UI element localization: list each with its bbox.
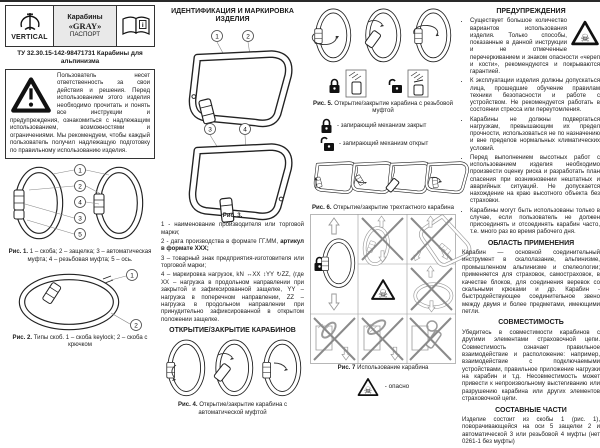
marking-item-1: 1 - наименование производителя или торговой марки; (161, 222, 304, 236)
callout-4: 4 (78, 199, 82, 207)
warnings-list (462, 18, 600, 236)
figure-7 (310, 214, 456, 364)
figure-4 (161, 337, 304, 401)
user-warning-box (5, 69, 155, 159)
carabiner-parts-diagram (7, 160, 153, 248)
callout-4: 4 (242, 126, 247, 134)
figure-3a (161, 27, 304, 119)
column-2 (161, 5, 304, 448)
figure-2 (5, 266, 155, 334)
product-name: «GRAY» (68, 21, 102, 31)
vertical-logo-icon (17, 11, 43, 33)
figure-2-caption: Рис. 2. Типы скоб. 1 – скоба keylock; 2 – скоба с крючком (12, 335, 148, 349)
svg-text:☠: • ☠ (580, 33, 590, 45)
lock-open-icon (320, 136, 335, 152)
figure-3-label: Рис. 3. (222, 212, 243, 219)
warning-triangle-icon (10, 75, 52, 115)
warning-item: • Карабины не должны подвергаться нагрузкам, превышающим их предел прочности, использоваться не по назначению и вне пределов нормальных климатических условий. (470, 117, 600, 153)
figure-5 (310, 6, 456, 100)
warning-item: • Карабины могут быть использованы только в случае, если пользователь не должен присоединять и отсоединять карабин часто, т.е. много раз во время рабочего дня. (470, 208, 600, 237)
carabiner-usage-diagram (310, 214, 456, 364)
danger-legend: - опасно (310, 377, 456, 397)
column-1 (5, 5, 155, 448)
compatibility-heading: СОВМЕСТИМОСТЬ (498, 319, 564, 327)
warning-item: • Перед выполнением высотных работ с использованием изделия необходимо произвести оценку риска и разработать план спасения при возникновении нештатных и аварийных ситуаций. Не допускается нахождение на краю высотного объекта без страховки. (470, 155, 600, 206)
manual-cell (117, 6, 154, 46)
figure-6-caption: Рис. 6. Открытие/закрытие трехтактного карабина (311, 204, 454, 211)
d-carabiner-marking-diagram-1 (162, 27, 304, 119)
lock-closed-icon (320, 118, 333, 134)
figure-5-caption: Рис. 5. Открытие/закрытие карабина с резьбовой муфтой (313, 101, 453, 115)
callout-3: 3 (207, 126, 212, 134)
callout-hook: 2 (134, 322, 138, 330)
warnings-heading: ПРЕДУПРЕЖДЕНИЯ (496, 8, 566, 15)
application-text: Карабин — основной соединительный инструмент в скалолазание, альпинизме, промышленном альпинизме и спелеологии; применяется для страховок, самостраховок, в качестве блоков, для соединения веревок со скальными крюками и др. Карабин - быстродействующее соединительное звено между двумя и более предметами, имеющими петли. (462, 250, 600, 316)
document-type: ПАСПОРТ (69, 31, 101, 38)
identification-heading: ИДЕНТИФИКАЦИЯ И МАРКИРОВКА ИЗДЕЛИЯ (171, 8, 294, 24)
figure-1-caption: Рис. 1. 1 – скоба; 2 – защелка; 3 – автоматическая муфта; 4 – резьбовая муфта; 5 – ось. (8, 249, 152, 263)
d-carabiner-marking-diagram-2 (162, 120, 304, 212)
components-heading: СОСТАВНЫЕ ЧАСТИ (495, 406, 567, 414)
header (5, 5, 155, 47)
warning-item: • К эксплуатации изделия должны допускаться лица, прошедшие обучение правилам техники безопасности и работе с устройством. Не рекомендуется работать в состоянии стресса или переутомления. (470, 78, 600, 114)
callout-3: 3 (78, 215, 82, 223)
callout-2: 2 (78, 183, 82, 191)
product-title-cell (54, 6, 117, 46)
warning-item: • ☠ Существует большое количество вариантов использования изделия. Только способы, показанные в данной инструкции и не отмеченные перечеркиванием и знаком опасности «череп и кости», рекомендуются и покрываются гарантией. (470, 18, 600, 76)
callout-2: 2 (245, 33, 250, 41)
marking-item-2: 2 - дата производства в формате ГГ.ММ, артикул в формате XXX; (161, 238, 304, 253)
components-text: Изделие состоит из скобы 1 (рис. 1), поворачивающейся на оси 5 защелки 2 и автоматической 3 или резьбовой 4 муфты (нет 0261-1 без муфты) (462, 416, 600, 446)
column-4 (462, 5, 600, 448)
open-close-heading: ОТКРЫТИЕ/ЗАКРЫТИЕ КАРАБИНОВ (169, 327, 296, 335)
screw-sleeve-open-close-diagram (310, 6, 456, 100)
marking-item-4: 4 – маркировка нагрузок, kN ↔XX ↕YY ↻ZZ, (где XX – нагрузка в продольном направлении при закрытой и зафиксированной защелке, YY – нагрузка в поперечном направлении, ZZ – нагрузка в продольном направлении при принудительно зафиксированной в открытом положении защелке. (161, 272, 304, 323)
column-3 (310, 5, 456, 448)
figure-7-caption: Рис. 7 Использование карабина (337, 365, 429, 372)
user-warning-text: Пользователь несет ответственность за свои действия и решения. Перед использованием этого изделия необходимо прочитать и понять все инструкции и предупреждения, ознакомиться с надлежащим использованием, возможностями и ограничениями. Мы рекомендуем, чтобы каждый пользователь получил надлежащую подготовку по правильному использованию изделия. (10, 73, 150, 154)
brand-name: VERTICAL (11, 34, 48, 41)
auto-sleeve-open-close-diagram (162, 337, 304, 401)
triple-action-open-close-diagram (310, 154, 456, 204)
skull-triangle-icon (357, 377, 379, 397)
skull-warning-triangle-icon (570, 19, 600, 47)
callout-1: 1 (78, 167, 82, 175)
marking-item-3: 3 – товарный знак предприятия-изготовителя или торговой марки; (161, 255, 304, 270)
figure-4-caption: Рис. 4. Открытие/закрытие карабина с автоматической муфтой (177, 402, 288, 416)
lock-closed-legend: - запирающий механизм закрыт (320, 118, 456, 134)
svg-text:i: i (141, 22, 144, 29)
read-manual-icon (121, 15, 151, 37)
gate-types-diagram (7, 266, 153, 334)
tu-standard-line: ТУ 32.30.15-142-98471731 Карабины для альпинизма (17, 50, 143, 65)
figure-1 (5, 160, 155, 248)
product-category: Карабины (67, 14, 103, 21)
compatibility-text: Убедитесь в совместимости карабинов с другими элементами страховочной цепи. Совместимость означает правильное взаимодействие и расположение: например, взаимодействие с подключаемыми устройствами, правильное приложение нагрузки на карабин и т.д. Несовместимость может привести к непроизвольному выстегиванию или разрушению карабина или других элементов страховочной цепи. (462, 329, 600, 403)
figure-3b (161, 120, 304, 212)
columns (5, 5, 600, 448)
callout-5: 5 (78, 231, 82, 239)
callout-1: 1 (214, 33, 219, 41)
figure-6 (310, 154, 456, 204)
application-heading: ОБЛАСТЬ ПРИМЕНЕНИЯ (487, 239, 575, 247)
lock-open-legend: - запирающий механизм открыт (320, 136, 456, 152)
brand-cell (6, 6, 54, 46)
callout-keylock: 1 (130, 272, 134, 280)
